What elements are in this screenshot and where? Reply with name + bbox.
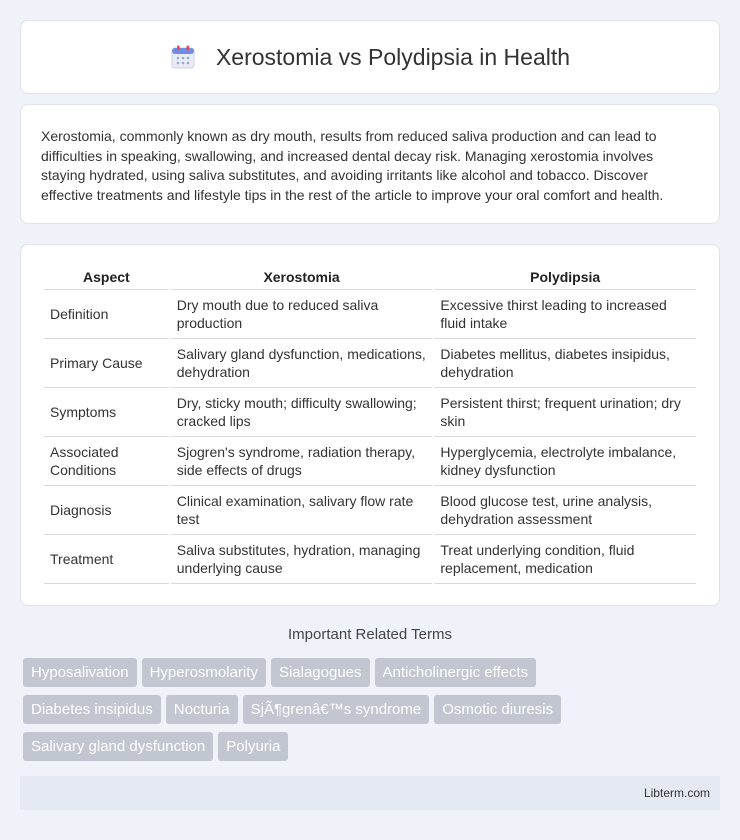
- term-tag[interactable]: Diabetes insipidus: [23, 695, 161, 724]
- table-row: [44, 436, 696, 485]
- related-terms-list: [23, 658, 723, 769]
- footer-site-link[interactable]: Libterm.com: [643, 786, 710, 800]
- row-polydipsia: Hyperglycemia, electrolyte imbalance, kidney dysfunction: [434, 436, 696, 485]
- term-tag[interactable]: Salivary gland dysfunction: [23, 732, 213, 761]
- header-polydipsia: Polydipsia: [530, 269, 601, 285]
- row-aspect: Treatment: [44, 534, 169, 584]
- term-tag[interactable]: Osmotic diuresis: [434, 695, 561, 724]
- related-terms-title: Important Related Terms: [288, 626, 452, 643]
- table-row: [44, 387, 696, 436]
- term-tag[interactable]: Hyperosmolarity: [142, 658, 266, 687]
- term-tag[interactable]: Nocturia: [166, 695, 238, 724]
- table-row: [44, 289, 696, 338]
- table-row: [44, 485, 696, 534]
- term-tag[interactable]: Hyposalivation: [23, 658, 137, 687]
- row-polydipsia: Blood glucose test, urine analysis, dehydration assessment: [434, 485, 696, 534]
- header-aspect: Aspect: [83, 269, 130, 285]
- footer: [20, 776, 720, 810]
- table-header-row: [44, 267, 696, 289]
- header-card: [20, 20, 720, 94]
- intro-text: Xerostomia, commonly known as dry mouth, results from reduced saliva production and can lead to difficulties in speaking, swallowing, and increased dental decay risk. Managing xerostomia involves staying hydrated, using saliva substitutes, and avoiding irritants like alcohol and tobacco. Discover effective treatments and lifestyle tips in the rest of the article to improve your oral comfort and health.: [41, 128, 664, 203]
- intro-card: [20, 104, 720, 224]
- row-xerostomia: Salivary gland dysfunction, medications, dehydration: [171, 338, 433, 387]
- row-polydipsia: Treat underlying condition, fluid replacement, medication: [434, 534, 696, 584]
- row-xerostomia: Dry mouth due to reduced saliva production: [171, 289, 433, 338]
- row-polydipsia: Excessive thirst leading to increased fluid intake: [434, 289, 696, 338]
- row-aspect: Diagnosis: [44, 485, 169, 534]
- row-polydipsia: Diabetes mellitus, diabetes insipidus, dehydration: [434, 338, 696, 387]
- row-aspect: Associated Conditions: [44, 436, 169, 485]
- comparison-table: [42, 267, 698, 584]
- table-row: [44, 338, 696, 387]
- comparison-table-card: [20, 244, 720, 606]
- header-xerostomia: Xerostomia: [263, 269, 340, 285]
- row-xerostomia: Clinical examination, salivary flow rate test: [171, 485, 433, 534]
- page-title: Xerostomia vs Polydipsia in Health: [215, 43, 571, 70]
- calendar-icon: [170, 44, 196, 70]
- row-xerostomia: Sjogren's syndrome, radiation therapy, side effects of drugs: [171, 436, 433, 485]
- row-aspect: Primary Cause: [44, 338, 169, 387]
- row-xerostomia: Saliva substitutes, hydration, managing underlying cause: [171, 534, 433, 584]
- row-aspect: Symptoms: [44, 387, 169, 436]
- term-tag[interactable]: Anticholinergic effects: [375, 658, 537, 687]
- row-polydipsia: Persistent thirst; frequent urination; dry skin: [434, 387, 696, 436]
- term-tag[interactable]: Sialagogues: [271, 658, 370, 687]
- row-aspect: Definition: [44, 289, 169, 338]
- table-row: [44, 534, 696, 584]
- term-tag[interactable]: SjÃ¶grenâ€™s syndrome: [243, 695, 430, 724]
- row-xerostomia: Dry, sticky mouth; difficulty swallowing; cracked lips: [171, 387, 433, 436]
- term-tag[interactable]: Polyuria: [218, 732, 288, 761]
